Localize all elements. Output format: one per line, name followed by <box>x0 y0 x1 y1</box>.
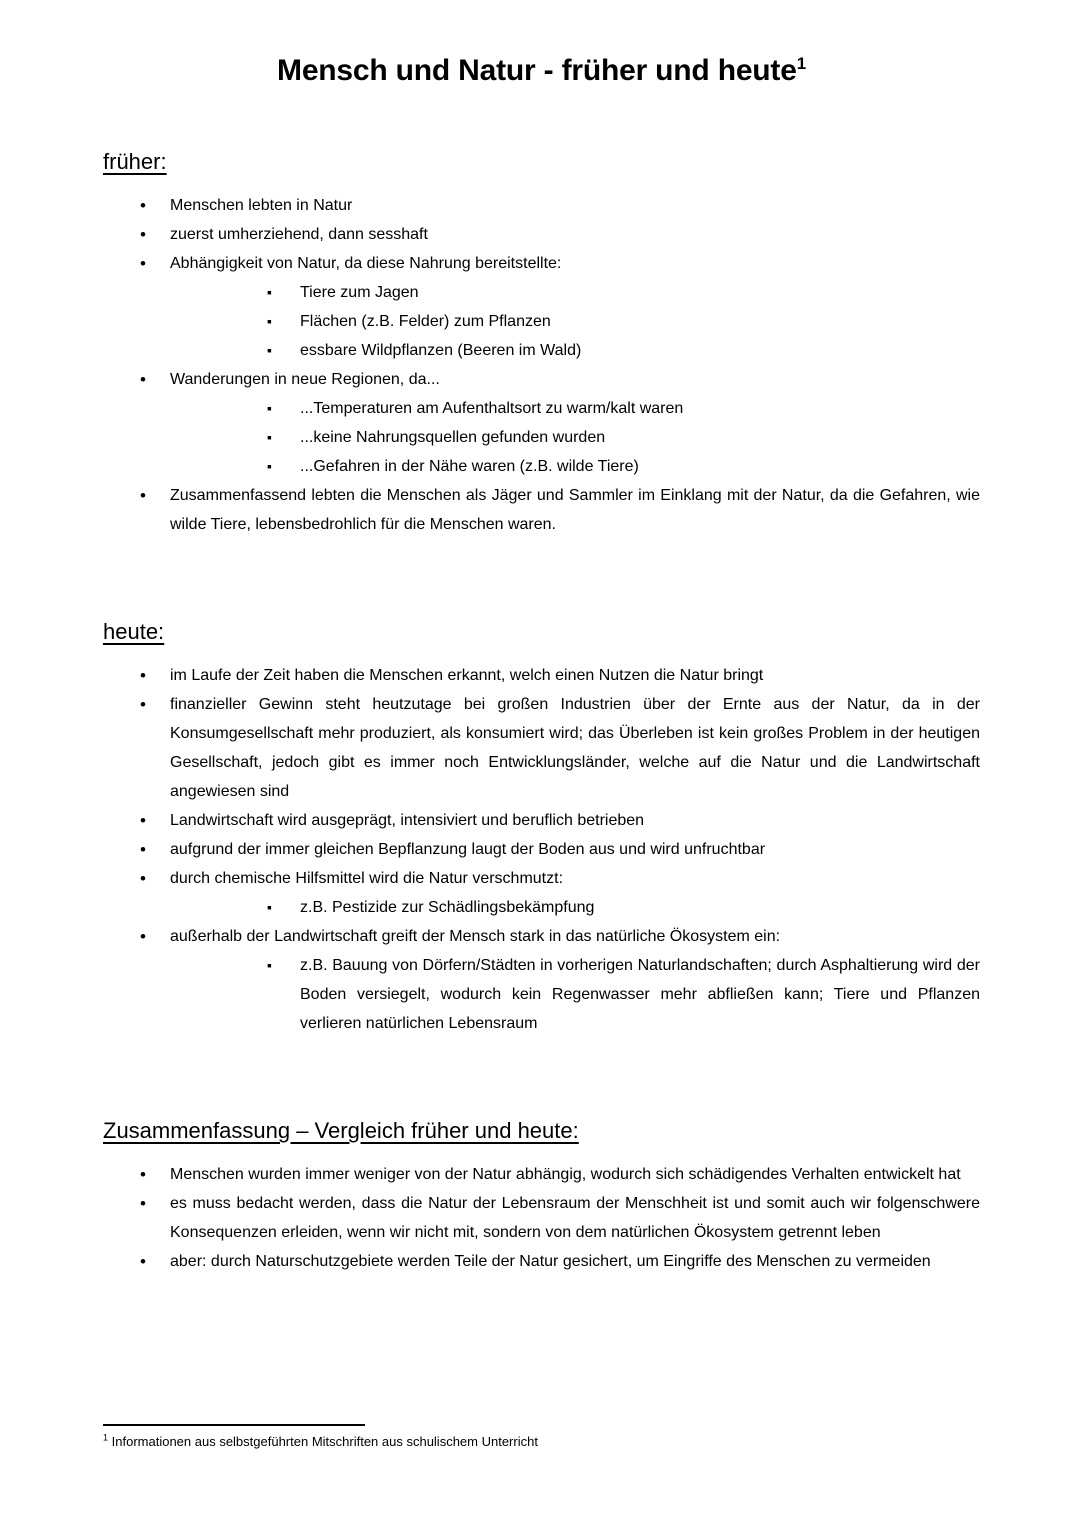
list-item <box>103 951 980 1038</box>
footnote-marker: 1 <box>103 1432 109 1443</box>
footnote-text: Informationen aus selbstgeführten Mitschriften aus schulischem Unterricht <box>111 1434 538 1449</box>
bullet-dot-icon: • <box>140 666 146 685</box>
list-item-text: Tiere zum Jagen <box>300 284 419 301</box>
bullet-dot-icon: • <box>140 1165 146 1184</box>
section-2 <box>103 1116 980 1276</box>
bullet-dot-icon: • <box>140 486 146 505</box>
page-title <box>103 52 980 90</box>
list-item-text: Zusammenfassend lebten die Menschen als Jäger und Sammler im Einklang mit der Natur, da die Gefahren, wie wilde Tiere, lebensbedrohlich für die Menschen waren. <box>170 487 980 533</box>
list-item <box>103 835 980 864</box>
list-item <box>103 249 980 278</box>
list-item <box>103 922 980 951</box>
bullet-dot-icon: • <box>140 869 146 888</box>
bullet-dot-icon: • <box>140 840 146 859</box>
bullet-square-icon: ▪ <box>267 400 272 416</box>
bullet-square-icon: ▪ <box>267 429 272 445</box>
list-item <box>103 690 980 806</box>
list-item <box>103 452 980 481</box>
list-item <box>103 336 980 365</box>
section-heading: Zusammenfassung – Vergleich früher und heute: <box>103 1118 579 1143</box>
list-item-text: Flächen (z.B. Felder) zum Pflanzen <box>300 313 551 330</box>
list-item-text: Landwirtschaft wird ausgeprägt, intensiviert und beruflich betrieben <box>170 812 645 829</box>
list-item-text: aufgrund der immer gleichen Bepflanzung laugt der Boden aus und wird unfruchtbar <box>170 841 766 858</box>
bullet-list <box>103 661 980 1038</box>
list-item-text: ...keine Nahrungsquellen gefunden wurden <box>300 429 606 446</box>
list-item <box>103 1189 980 1247</box>
bullet-list <box>103 191 980 539</box>
list-item-text: z.B. Pestizide zur Schädlingsbekämpfung <box>300 899 595 916</box>
list-item <box>103 1160 980 1189</box>
list-item <box>103 864 980 893</box>
list-item-text: ...Temperaturen am Aufenthaltsort zu warm/kalt waren <box>300 400 684 417</box>
list-item-text: aber: durch Naturschutzgebiete werden Teile der Natur gesichert, um Eingriffe des Menschen zu vermeiden <box>170 1253 931 1270</box>
list-item <box>103 893 980 922</box>
list-item <box>103 423 980 452</box>
list-item <box>103 307 980 336</box>
sections-container <box>103 147 980 1276</box>
bullet-square-icon: ▪ <box>267 284 272 300</box>
page-title-text: Mensch und Natur - früher und heute <box>277 54 797 87</box>
section-1 <box>103 617 980 1038</box>
list-item-text: außerhalb der Landwirtschaft greift der Mensch stark in das natürliche Ökosystem ein: <box>170 928 781 945</box>
list-item <box>103 220 980 249</box>
bullet-list <box>103 1160 980 1276</box>
list-item-text: durch chemische Hilfsmittel wird die Natur verschmutzt: <box>170 870 564 887</box>
list-item <box>103 661 980 690</box>
bullet-dot-icon: • <box>140 254 146 273</box>
list-item-text: ...Gefahren in der Nähe waren (z.B. wilde Tiere) <box>300 458 639 475</box>
list-item-text: Menschen wurden immer weniger von der Natur abhängig, wodurch sich schädigendes Verhalten entwickelt hat <box>170 1166 961 1183</box>
list-item-text: essbare Wildpflanzen (Beeren im Wald) <box>300 342 582 359</box>
section-0 <box>103 147 980 539</box>
bullet-dot-icon: • <box>140 196 146 215</box>
bullet-dot-icon: • <box>140 695 146 714</box>
list-item <box>103 278 980 307</box>
bullet-square-icon: ▪ <box>267 458 272 474</box>
bullet-dot-icon: • <box>140 225 146 244</box>
bullet-dot-icon: • <box>140 370 146 389</box>
bullet-dot-icon: • <box>140 811 146 830</box>
list-item-text: es muss bedacht werden, dass die Natur der Lebensraum der Menschheit ist und somit auch wir folgenschwere Konsequenzen erleiden, wenn wir nicht mit, sondern von dem natürlichen Ökosystem getrennt leben <box>170 1195 980 1241</box>
bullet-dot-icon: • <box>140 1252 146 1271</box>
bullet-dot-icon: • <box>140 927 146 946</box>
bullet-square-icon: ▪ <box>267 957 272 973</box>
section-heading: früher: <box>103 149 167 174</box>
list-item <box>103 806 980 835</box>
list-item <box>103 394 980 423</box>
section-heading: heute: <box>103 619 165 644</box>
footnote-separator-rule <box>103 1424 365 1426</box>
title-footnote-ref: 1 <box>796 54 806 73</box>
bullet-square-icon: ▪ <box>267 342 272 358</box>
bullet-square-icon: ▪ <box>267 899 272 915</box>
list-item-text: zuerst umherziehend, dann sesshaft <box>170 226 428 243</box>
list-item-text: Menschen lebten in Natur <box>170 197 353 214</box>
list-item-text: im Laufe der Zeit haben die Menschen erkannt, welch einen Nutzen die Natur bringt <box>170 667 764 684</box>
list-item <box>103 1247 980 1276</box>
list-item <box>103 365 980 394</box>
footnote <box>103 1433 538 1451</box>
list-item <box>103 481 980 539</box>
list-item-text: z.B. Bauung von Dörfern/Städten in vorherigen Naturlandschaften; durch Asphaltierung wird der Boden versiegelt, wodurch kein Regenwasser mehr abfließen kann; Tiere und Pflanzen verlieren natürlichen Lebensraum <box>300 957 980 1032</box>
list-item-text: finanzieller Gewinn steht heutzutage bei großen Industrien über der Ernte aus der Natur, da in der Konsumgesellschaft mehr produziert, als konsumiert wird; das Überleben ist kein großes Problem in der heutigen Gesellschaft, jedoch gibt es immer noch Entwicklungsländer, welche auf die Natur und die Landwirtschaft angewiesen sind <box>170 696 980 800</box>
bullet-dot-icon: • <box>140 1194 146 1213</box>
list-item-text: Wanderungen in neue Regionen, da... <box>170 371 440 388</box>
bullet-square-icon: ▪ <box>267 313 272 329</box>
list-item-text: Abhängigkeit von Natur, da diese Nahrung bereitstellte: <box>170 255 562 272</box>
list-item <box>103 191 980 220</box>
